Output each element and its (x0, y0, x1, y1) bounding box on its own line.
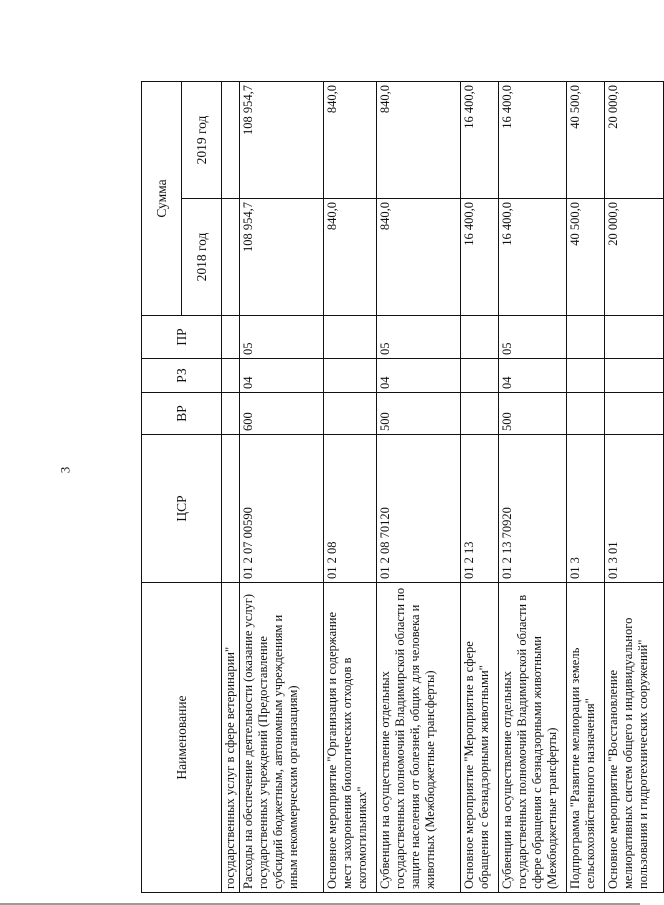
row-rz: 04 (240, 359, 324, 393)
row-csr: 01 2 07 00590 (240, 435, 324, 583)
header-sum: Сумма (142, 81, 182, 315)
row-sum-2019 (222, 81, 240, 198)
row-pr (461, 316, 499, 359)
row-csr: 01 2 13 (461, 435, 499, 583)
header-name: Наименование (142, 583, 222, 893)
row-vr (324, 393, 377, 435)
row-csr: 01 2 08 70120 (377, 435, 461, 583)
row-vr: 500 (499, 393, 567, 435)
row-pr (222, 316, 240, 359)
row-pr (567, 316, 605, 359)
header-rz: РЗ (142, 359, 222, 393)
page-number: 3 (57, 466, 73, 474)
table-row (222, 81, 240, 892)
table-row (240, 81, 324, 892)
row-name: государственных услуг в сфере ветеринарии" (222, 583, 240, 893)
row-rz (567, 359, 605, 393)
table-row (377, 81, 461, 892)
row-pr: 05 (377, 316, 461, 359)
row-sum-2019: 40 500,0 (567, 81, 605, 198)
row-rz: 04 (377, 359, 461, 393)
table-row (324, 81, 377, 892)
row-sum-2018 (222, 199, 240, 316)
row-vr (461, 393, 499, 435)
row-name: Субвенции на осуществление отдельных государственных полномочий Владимирской области в сфере обращения с безнадзорными животными (Межбюджетные трансферты) (499, 583, 567, 893)
row-rz (605, 359, 664, 393)
row-sum-2019: 840,0 (377, 81, 461, 198)
row-pr: 05 (499, 316, 567, 359)
row-vr (222, 393, 240, 435)
header-vr: ВР (142, 393, 222, 435)
row-csr: 01 3 01 (605, 435, 664, 583)
table-row (499, 81, 567, 892)
row-sum-2018: 16 400,0 (461, 199, 499, 316)
row-vr (605, 393, 664, 435)
row-csr: 01 2 08 (324, 435, 377, 583)
table-row (567, 81, 605, 892)
row-rz (324, 359, 377, 393)
row-name: Субвенции на осуществление отдельных государственных полномочий Владимирской области по защите населения от болезней, общих для человека и животных (Межбюджетные трансферты) (377, 583, 461, 893)
header-csr: ЦСР (142, 435, 222, 583)
row-sum-2018: 16 400,0 (499, 199, 567, 316)
row-pr (324, 316, 377, 359)
row-vr: 600 (240, 393, 324, 435)
row-name: Основное мероприятие "Мероприятие в сфере обращения с безнадзорными животными" (461, 583, 499, 893)
table-row (605, 81, 664, 892)
row-vr: 500 (377, 393, 461, 435)
header-2018: 2018 год (182, 199, 222, 316)
header-2019: 2019 год (182, 81, 222, 198)
row-pr (605, 316, 664, 359)
table-row (461, 81, 499, 892)
row-sum-2019: 16 400,0 (499, 81, 567, 198)
row-name: Основное мероприятие "Организация и содержание мест захоронения биологических отходов в скотомогильниках" (324, 583, 377, 893)
row-sum-2019: 840,0 (324, 81, 377, 198)
row-pr: 05 (240, 316, 324, 359)
row-sum-2018: 20 000,0 (605, 199, 664, 316)
header-pr: ПР (142, 316, 222, 359)
row-name: Подпрограмма "Развитие мелиорации земель сельскохозяйственного назначения" (567, 583, 605, 893)
row-name: Основное мероприятие "Восстановление мелиоративных систем общего и индивидуального пользования и гидротехнических сооружений" (605, 583, 664, 893)
row-rz: 04 (499, 359, 567, 393)
budget-table-rotated (141, 82, 650, 893)
row-rz (461, 359, 499, 393)
row-name: Расходы на обеспечение деятельности (оказание услуг) государственных учреждений (Предоставление субсидий бюджетным, автономным учреждениям и иным некоммерческим организациям) (240, 583, 324, 893)
row-vr (567, 393, 605, 435)
row-sum-2018: 840,0 (377, 199, 461, 316)
row-csr: 01 3 (567, 435, 605, 583)
row-rz (222, 359, 240, 393)
row-csr: 01 2 13 70920 (499, 435, 567, 583)
row-sum-2019: 20 000,0 (605, 81, 664, 198)
row-sum-2018: 840,0 (324, 199, 377, 316)
row-sum-2018: 108 954,7 (240, 199, 324, 316)
row-sum-2018: 40 500,0 (567, 199, 605, 316)
budget-table (141, 81, 664, 893)
row-sum-2019: 16 400,0 (461, 81, 499, 198)
row-sum-2019: 108 954,7 (240, 81, 324, 198)
row-csr (222, 435, 240, 583)
